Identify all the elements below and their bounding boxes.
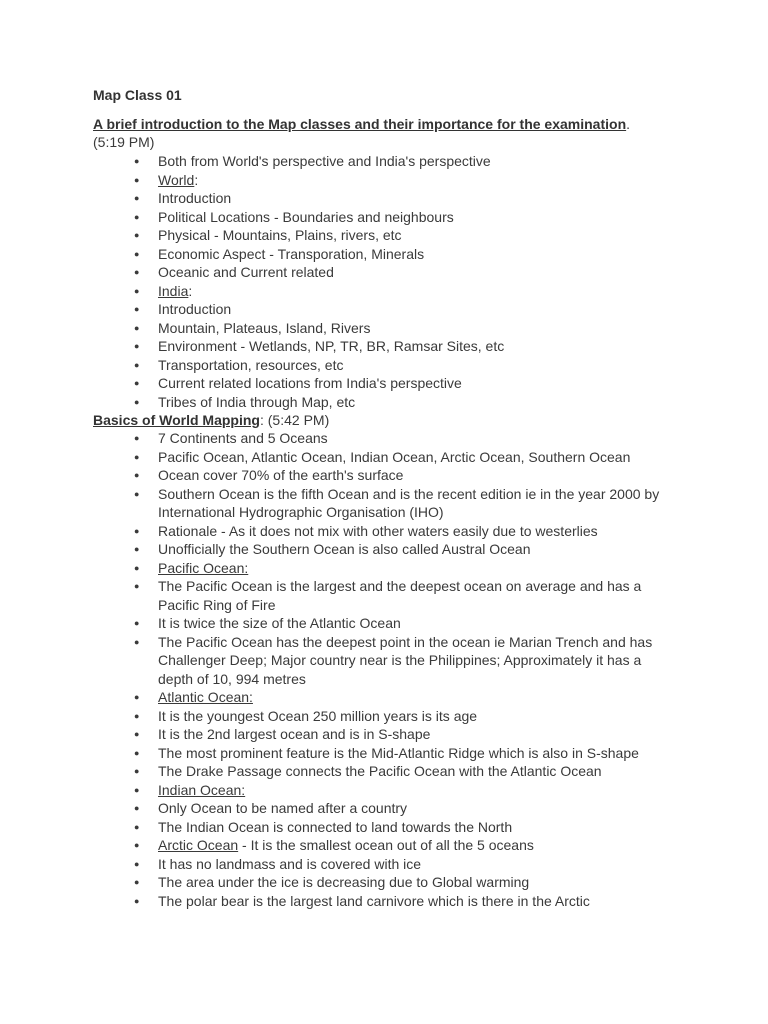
list-item-text: The area under the ice is decreasing due to Global warming [158, 874, 530, 890]
list-item-text: Mountain, Plateaus, Island, Rivers [158, 319, 371, 336]
list-item-text: Introduction [158, 301, 232, 317]
list-item [0, 374, 768, 393]
list-item [0, 818, 768, 837]
list-item [0, 725, 768, 744]
intro-heading-line [93, 115, 630, 134]
list-item-rest: : [188, 282, 193, 299]
list-item-text: Ocean cover 70% of the earth's surface [158, 467, 404, 483]
list-item-text: Both from World's perspective and India's perspective [158, 153, 491, 169]
list-item-text: Pacific Ocean, Atlantic Ocean, Indian Ocean, Arctic Ocean, Southern Ocean [158, 448, 631, 465]
list-item [0, 245, 768, 264]
list-item-text: Introduction [158, 190, 232, 206]
list-item-text: It is the youngest Ocean 250 million years is its age [158, 707, 478, 724]
list-item [0, 577, 768, 614]
list-item-text: The polar bear is the largest land carnivore which is there in the Arctic [158, 892, 590, 909]
basics-bullet-list [0, 429, 768, 910]
list-item [0, 836, 768, 855]
list-item [0, 873, 768, 892]
list-item-label: Arctic Ocean [158, 837, 239, 853]
list-item [0, 799, 768, 818]
list-item [0, 152, 768, 171]
list-item [0, 485, 768, 522]
list-item [0, 263, 768, 282]
list-item-text: Transportation, resources, etc [158, 356, 344, 373]
list-item [0, 300, 768, 319]
list-item [0, 744, 768, 763]
list-item-label: Atlantic Ocean: [158, 689, 253, 705]
list-item [0, 466, 768, 485]
list-item-rest: : [194, 171, 199, 188]
list-item [0, 356, 768, 375]
list-item-label: India [158, 282, 189, 299]
list-item [0, 614, 768, 633]
list-item-text: Unofficially the Southern Ocean is also called Austral Ocean [158, 541, 531, 557]
list-item [0, 337, 768, 356]
list-item-label: Indian Ocean: [158, 781, 246, 798]
list-item [0, 282, 768, 301]
list-item [0, 707, 768, 726]
basics-heading-line [93, 411, 329, 430]
list-item-rest: - It is the smallest ocean out of all the 5 oceans [238, 837, 534, 853]
list-item-label: Pacific Ocean: [158, 559, 249, 576]
list-item-text: 7 Continents and 5 Oceans [158, 430, 328, 446]
basics-heading: Basics of World Mapping [93, 412, 260, 428]
list-item-text: It is twice the size of the Atlantic Ocean [158, 615, 401, 631]
intro-bullet-list [0, 152, 768, 411]
list-item-text: The Indian Ocean is connected to land towards the North [158, 818, 513, 835]
list-item [0, 855, 768, 874]
list-item-text: The Drake Passage connects the Pacific Ocean with the Atlantic Ocean [158, 763, 602, 779]
list-item [0, 189, 768, 208]
intro-heading: A brief introduction to the Map classes and their importance for the examination [93, 116, 627, 132]
list-item-text: Political Locations - Boundaries and neighbours [158, 208, 454, 225]
list-item [0, 393, 768, 412]
list-item-text: Rationale - As it does not mix with other waters easily due to westerlies [158, 522, 598, 539]
intro-heading-suffix: . [626, 116, 631, 132]
list-item-text: Economic Aspect - Transporation, Minerals [158, 245, 425, 262]
list-item-text: The Pacific Ocean has the deepest point in the ocean ie Marian Trench and has Challenger Deep; Major country near is the Philippines; Approximately it has a depth of 10, 994 metres [158, 633, 653, 687]
list-item [0, 688, 768, 707]
list-item-text: The most prominent feature is the Mid-Atlantic Ridge which is also in S-shape [158, 744, 639, 761]
list-item-text: Current related locations from India's perspective [158, 375, 462, 391]
list-item [0, 448, 768, 467]
list-item-text: Oceanic and Current related [158, 264, 334, 280]
list-item-text: Environment - Wetlands, NP, TR, BR, Ramsar Sites, etc [158, 338, 505, 354]
list-item [0, 540, 768, 559]
list-item [0, 171, 768, 190]
list-item-text: Southern Ocean is the fifth Ocean and is the recent edition ie in the year 2000 by International Hydrographic Organisation (IHO) [158, 485, 660, 520]
basics-time: : (5:42 PM) [259, 412, 330, 428]
list-item-text: Only Ocean to be named after a country [158, 800, 408, 816]
list-item-text: Tribes of India through Map, etc [158, 393, 356, 410]
list-item-text: The Pacific Ocean is the largest and the deepest ocean on average and has a Pacific Ring of Fire [158, 578, 642, 613]
page-title: Map Class 01 [93, 87, 182, 103]
list-item [0, 762, 768, 781]
intro-time: (5:19 PM) [93, 134, 155, 150]
list-item [0, 226, 768, 245]
list-item [0, 522, 768, 541]
list-item [0, 633, 768, 689]
list-item [0, 208, 768, 227]
list-item [0, 559, 768, 578]
list-item-label: World [158, 171, 195, 188]
list-item-text: It is the 2nd largest ocean and is in S-shape [158, 726, 431, 742]
list-item [0, 319, 768, 338]
list-item [0, 892, 768, 911]
list-item [0, 429, 768, 448]
list-item [0, 781, 768, 800]
list-item-text: Physical - Mountains, Plains, rivers, etc [158, 227, 402, 243]
list-item-text: It has no landmass and is covered with ice [158, 855, 422, 872]
